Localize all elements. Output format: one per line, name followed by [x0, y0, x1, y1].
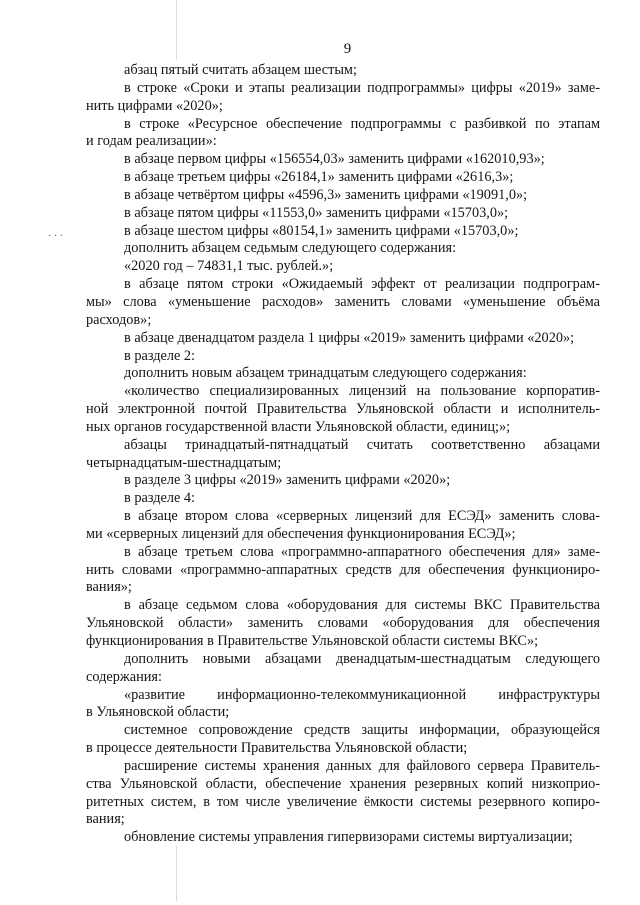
text-line: в разделе 2: — [124, 347, 196, 364]
text-line: в абзаце втором слова «серверных лицензий для ЕСЭД» заменить слова- — [124, 508, 600, 525]
text-line: функционирования в Правительстве Ульяновской области системы ВКС»; — [86, 633, 539, 649]
text-line: абзацы тринадцатый-пятнадцатый считать соответственно абзацами — [124, 436, 600, 453]
text-line: в абзаце первом цифры «156554,03» заменить цифрами «162010,93»; — [124, 151, 545, 168]
text-line: Ульяновской области» заменить словами «оборудования для обеспечения — [86, 615, 600, 632]
text-line: в Ульяновской области; — [86, 704, 230, 721]
document-body — [86, 62, 600, 847]
text-line: дополнить абзацем седьмым следующего содержания: — [124, 240, 457, 257]
page-number: 9 — [343, 41, 352, 57]
margin-dots: · · · — [48, 231, 63, 242]
text-line: «количество специализированных лицензий на пользование корпоратив- — [124, 383, 600, 400]
fold-line-bottom — [176, 846, 177, 901]
text-line: ми «серверных лицензий для обеспечения функционирования ЕСЭД»; — [86, 525, 516, 542]
text-line: нить словами «программно-аппаратных средств для обеспечения функциониро- — [86, 561, 600, 578]
fold-line-top — [176, 0, 177, 60]
text-line: в абзаце пятом строки «Ожидаемый эффект от реализации подпрограм- — [124, 276, 600, 293]
text-line: в абзаце пятом цифры «11553,0» заменить цифрами «15703,0»; — [124, 204, 509, 221]
text-line: в абзаце третьем слова «программно-аппаратного обеспечения для» заме- — [124, 543, 600, 560]
text-line: в абзаце шестом цифры «80154,1» заменить цифрами «15703,0»; — [124, 222, 519, 239]
text-line: «2020 год – 74831,1 тыс. рублей.»; — [124, 258, 334, 275]
text-line: ной электронной почтой Правительства Ульяновской области и исполнитель- — [86, 401, 600, 418]
text-line: дополнить новыми абзацами двенадцатым-шестнадцатым следующего — [124, 650, 600, 667]
text-line: в строке «Сроки и этапы реализации подпрограммы» цифры «2019» заме- — [124, 79, 600, 96]
text-line: в разделе 4: — [124, 490, 196, 507]
text-line: вания»; — [86, 579, 132, 596]
text-line: расходов»; — [86, 311, 152, 328]
text-line: в абзаце четвёртом цифры «4596,3» заменить цифрами «19091,0»; — [124, 186, 528, 203]
text-line: в абзаце седьмом слова «оборудования для системы ВКС Правительства — [124, 597, 600, 614]
text-line: нить цифрами «2020»; — [86, 97, 223, 114]
text-line: в процессе деятельности Правительства Ульяновской области; — [86, 740, 468, 757]
text-line: мы» слова «уменьшение расходов» заменить словами «уменьшение объёма — [86, 293, 600, 310]
text-line: ства Ульяновской области, обеспечение хранения резервных копий низкоприо- — [86, 775, 600, 792]
text-line: расширение системы хранения данных для файлового сервера Правитель- — [124, 757, 600, 774]
text-line: содержания: — [86, 668, 162, 685]
text-line: дополнить новым абзацем тринадцатым следующего содержания: — [124, 365, 527, 382]
text-line: и годам реализации»: — [86, 133, 217, 150]
text-line: ных органов государственной власти Ульяновской области, единиц;»; — [86, 418, 511, 435]
text-line: четырнадцатым-шестнадцатым; — [86, 454, 282, 471]
text-line: в абзаце двенадцатом раздела 1 цифры «2019» заменить цифрами «2020»; — [124, 329, 575, 346]
text-line: в разделе 3 цифры «2019» заменить цифрами «2020»; — [124, 472, 451, 489]
text-line: абзац пятый считать абзацем шестым; — [124, 62, 357, 78]
text-line: «развитие информационно-телекоммуникационной инфраструктуры — [124, 686, 600, 703]
text-line: в строке «Ресурсное обеспечение подпрограммы с разбивкой по этапам — [124, 115, 600, 132]
text-line: системное сопровождение средств защиты информации, образующейся — [124, 722, 600, 739]
text-line: в абзаце третьем цифры «26184,1» заменить цифрами «2616,3»; — [124, 169, 514, 186]
text-line: обновление системы управления гипервизорами системы виртуализации; — [124, 829, 573, 846]
text-line: ритетных систем, в том числе увеличение ёмкости системы резервного копиро- — [86, 793, 600, 810]
text-line: вания; — [86, 811, 125, 828]
